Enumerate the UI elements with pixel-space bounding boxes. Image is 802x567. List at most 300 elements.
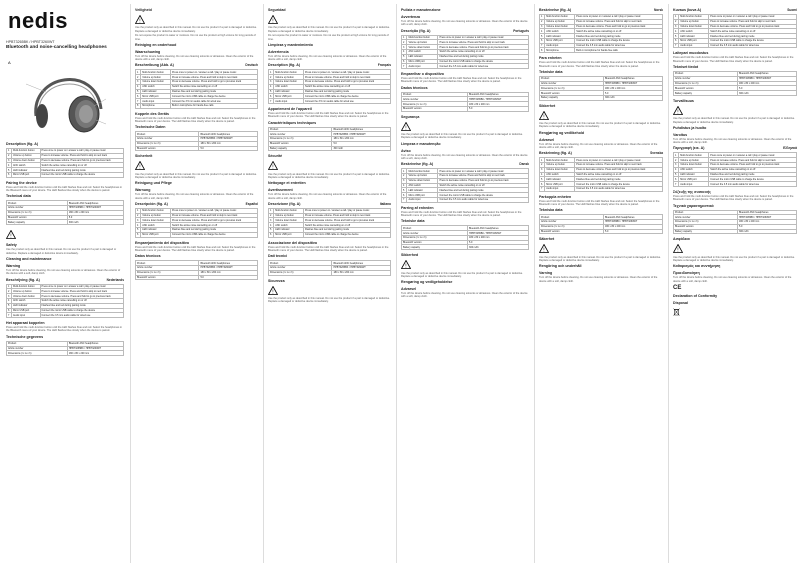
de-tech-heading: Technische Daten (135, 125, 166, 130)
crossed-bin-icon (673, 308, 680, 316)
no-description-table (539, 14, 663, 53)
no-description-heading: Beskrivelse (fig. A) (539, 8, 572, 12)
no-lang: Norsk (653, 8, 663, 12)
column-finnish-greek (668, 0, 802, 567)
table-row: Dimensions (l x w x h) 180 x 80 x 200 mm (7, 210, 124, 215)
sv-pairing-heading: Parkoppla enheten (539, 194, 572, 199)
da-pairing-text: Press and hold the multi-function button until the LED flashes blue and red. Select the headphones in the Bluetooth menu of your device. The LED flashes blue slowly when the device is paired. (401, 210, 522, 218)
nl-warning-heading: Waarschuwing (135, 49, 161, 54)
table-row: 6 Micro USB port Connect the micro USB cable to charge the device (269, 94, 391, 99)
es-safety-heading: Seguridad (268, 8, 286, 12)
it-safety-text: Use the product only as described in this manual. Do not use the product if a part is damaged or defective. Replace a damaged or defective device immediately. (268, 296, 390, 304)
en-tech-heading: Technical data (6, 194, 31, 199)
table-row: Bluetooth version 5.0 (136, 146, 258, 151)
en-pairing-text: Press and hold the multi-function button until the LED flashes blue and red. Select the headphones in the Bluetooth menu of your device. The LED flashes blue slowly when the device is paired. (6, 185, 123, 192)
el-lang: Ελληνικά (783, 146, 797, 151)
pt-heading-row (401, 29, 529, 34)
pt-spec-table (401, 92, 529, 112)
da-spec-table (401, 225, 529, 250)
svg-text:!: ! (139, 18, 141, 24)
el-warning-heading: Προειδοποίηση (673, 271, 700, 276)
table-row: Article number HPBT3265BK / HPBT3260WT (136, 265, 258, 270)
table-row: 7 Audio input Connect the 3.5 mm audio cable for wired use (7, 313, 124, 318)
warning-icon (401, 260, 411, 269)
table-row: 3 Volume down button Press to decrease volume. Press and hold to go to previous track (136, 80, 258, 85)
es-cleaning-heading: Limpieza y mantenimiento (268, 42, 313, 47)
en-description-table (6, 148, 124, 178)
fi-warning-heading: Varoitus (673, 132, 688, 137)
table-row: 4 ANC switch Switch the active noise cancelling on or off (269, 84, 391, 89)
el-heading-row (673, 146, 797, 151)
table-row: 6 Micro USB port Connect the micro USB cable to charge the device (674, 177, 797, 182)
fr-description-heading: Description (fig. A) (268, 63, 301, 68)
table-row: 5 LED indicator Flashes blue and red during pairing mode (7, 303, 124, 308)
disposal-heading: Disposal (673, 300, 688, 305)
sv-cleaning-heading: Rengöring och underhåll (539, 264, 582, 269)
table-row: 3 Volume down button Press to decrease volume. Press and hold to go to previous track (269, 80, 391, 85)
nl-heading-row (6, 278, 124, 283)
table-row: 4 ANC switch Switch the active noise cancelling on or off (269, 223, 391, 228)
es-tech-heading: Datos técnicos (135, 254, 161, 259)
table-row: 3 Volume down button Press to decrease volume. Press and hold to go to previous track (402, 45, 529, 50)
it-description-heading: Descrizione (fig. A) (268, 201, 301, 206)
sv-spec-table (539, 214, 663, 234)
pt-description-heading: Descrição (fig. A) (401, 28, 431, 33)
pt-safety-heading: Segurança (401, 114, 420, 119)
warning-icon (401, 122, 411, 131)
table-row: Article number HPBT3265BK / HPBT3260WT (136, 137, 258, 142)
pt-warning-heading: Aviso (401, 148, 411, 153)
pt-pairing-text: Press and hold the multi-function button until the LED flashes blue and red. Select the headphones in the Bluetooth menu of your device. The LED flashes blue slowly when the device is paired. (401, 77, 522, 84)
table-row: 3 Volume down button Press to decrease volume. Press and hold to go to previous track (674, 163, 797, 168)
fr-safety-heading: Sécurité (268, 154, 283, 159)
fi-cleaning-text: Turn off the device before cleaning. Do not use cleaning solvents or abrasives. Clean the exterior of the device with a soft, damp cloth. (673, 137, 792, 145)
table-row: Dimensions (l x w x h) 180 x 80 x 200 mm (269, 137, 391, 142)
nl-safety-heading: Veiligheid (135, 8, 152, 12)
el-spec-table (673, 210, 797, 235)
headphones-figure (6, 54, 124, 136)
es-pairing-heading: Emparejamiento del dispositivo (135, 240, 190, 245)
table-row: Product Bluetooth ANC headphones (674, 72, 797, 77)
table-row: 5 LED indicator Flashes blue and red during pairing mode (540, 34, 663, 39)
table-row: Product Bluetooth ANC headphones (7, 201, 124, 206)
table-row: 3 Volume down button Press to decrease volume. Press and hold to go to previous track (540, 167, 663, 172)
table-row: Product Bluetooth ANC headphones (402, 226, 529, 231)
table-row: 2 Volume up button Press to increase volume. Press and hold to skip to next track (136, 213, 258, 218)
table-row: 7 Audio input Connect the 3.5 mm audio cable for wired use (540, 43, 663, 48)
svg-text:!: ! (405, 263, 407, 270)
table-row: Article number HPBT3265BK / HPBT3260WT (402, 97, 529, 102)
it-pairing-text: Press and hold the multi-function button until the LED flashes blue and red. Select the headphones in the Bluetooth menu of your device. The LED flashes blue slowly when the device is paired. (268, 245, 389, 252)
table-row: Bluetooth version 5.0 (136, 275, 258, 280)
table-row: Bluetooth version 5.0 (269, 141, 391, 146)
table-row: Dimensions (l x w x h) 180 x 80 x 200 mm (402, 102, 529, 107)
column-italian-portuguese-danish (396, 0, 534, 567)
table-row: Bluetooth version 5.0 (674, 86, 797, 91)
es-heading-row (135, 202, 258, 207)
nl-description-table (6, 284, 124, 318)
fi-safety-text: Use the product only as described in this manual. Do not use the product if a part is damaged or defective. Replace a damaged or defective device immediately. (673, 117, 795, 124)
table-row: Product Bluetooth ANC headphones (540, 76, 663, 81)
table-row: Article number HPBT3265BK / HPBT3260WT (674, 76, 797, 81)
sv-heading-row (539, 151, 663, 156)
table-row: 7 Audio input Connect the 3.5 mm audio cable for wired use (402, 197, 529, 202)
el-description-table (673, 152, 797, 186)
sv-cleaning-text: Turn off the device before cleaning. Do not use cleaning solvents or abrasives. Clean the exterior of the device with a soft, damp cloth. (539, 276, 658, 283)
el-tech-heading: Τεχνικά χαρακτηριστικά (673, 203, 714, 208)
table-row: 1 Multi-function button Press once to power on / answer a call / play or pause music (7, 149, 124, 154)
table-row: 2 Volume up button Press to increase volume. Press and hold to skip to next track (269, 213, 391, 218)
fi-heading-row (673, 8, 797, 13)
nl-description-heading: Beschrijving (fig. A) (6, 277, 40, 282)
warning-icon (539, 111, 549, 120)
de-pairing-text: Press and hold the multi-function button until the LED flashes blue and red. Select the headphones in the Bluetooth menu of your device. The LED flashes blue slowly when the device is paired. (135, 116, 256, 124)
el-description-heading: Περιγραφή (εικ. A) (673, 146, 705, 151)
en-cleaning-heading: Cleaning and maintenance (6, 257, 52, 262)
pt-pairing-heading: Emparelhar o dispositivo (401, 72, 444, 77)
warning-icon (268, 15, 278, 24)
en-safety-text: Use the product only as described in this manual. Do not use the product if a part is damaged or defective. Replace a damaged or defective device immediately. (6, 248, 117, 255)
table-row: 5 LED indicator Flashes blue and red during pairing mode (136, 228, 258, 233)
table-row: 2 Volume up button Press to increase volume. Press and hold to skip to next track (540, 19, 663, 24)
figure-label: A (8, 60, 11, 65)
pt-lang: Português (513, 28, 529, 33)
table-row: 4 ANC switch Switch the active noise cancelling on or off (402, 49, 529, 54)
conformity-heading: Declaration of Conformity (673, 293, 718, 298)
table-row: 7 Audio input Connect the 3.5 mm audio cable for wired use (674, 182, 797, 187)
de-pairing-heading: Koppeln des Geräts (135, 111, 169, 116)
nl-cleaning-heading: Reiniging en onderhoud (135, 42, 177, 47)
es-spec-table (135, 260, 258, 280)
table-row: Article number HPBT3265BK / HPBT3260WT (7, 346, 124, 351)
nl-pairing-heading: Het apparaat koppelen (6, 321, 45, 326)
table-row: 5 LED indicator Flashes blue and red during pairing mode (674, 172, 797, 177)
nl-pairing-text: Press and hold the multi-function button until the LED flashes blue and red. Select the headphones in the Bluetooth menu of your device. The LED flashes blue slowly when the device is paired. (6, 326, 123, 333)
no-heading-row (539, 8, 663, 13)
table-row: Product Bluetooth ANC headphones (7, 341, 124, 346)
table-row: 1 Multi-function button Press once to power on / answer a call / play or pause music (540, 158, 663, 163)
fi-pairing-text: Press and hold the multi-function button until the LED flashes blue and red. Select the headphones in the Bluetooth menu of your device. The LED flashes blue slowly when the device is paired. (673, 56, 794, 63)
fi-cleaning-heading: Puhdistus ja huolto (673, 125, 707, 130)
da-description-heading: Beskrivelse (fig. A) (401, 162, 434, 167)
no-tech-heading: Tekniske data (539, 69, 563, 74)
table-row: Bluetooth version 5.0 (402, 107, 529, 112)
nl-tech-heading: Technische gegevens (6, 334, 44, 339)
table-row: Bluetooth version 5.0 (7, 215, 124, 220)
table-row: 1 Multi-function button Press once to power on / answer a call / play or pause music (402, 35, 529, 40)
column-norwegian-swedish (534, 0, 668, 567)
table-row: 4 ANC switch Switch the active noise cancelling on or off (674, 29, 797, 34)
table-row: 6 Micro USB port Connect the micro USB cable to charge the device (7, 308, 124, 313)
nl-cleaning-text: Turn off the device before cleaning. Do not use cleaning solvents or abrasives. Clean the exterior of the device with a soft, damp cloth. (135, 54, 254, 62)
svg-text:!: ! (543, 114, 545, 120)
table-row: Battery capacity 300 mAh (540, 95, 663, 100)
table-row: 6 Micro USB port Connect the micro USB cable to charge the device (269, 232, 391, 237)
svg-text:!: ! (272, 18, 274, 24)
el-cleaning-text: Turn off the device before cleaning. Do not use cleaning solvents or abrasives. Clean the exterior of the device with a soft, damp cloth. (673, 276, 792, 283)
svg-text:!: ! (139, 165, 141, 171)
table-row: 3 Volume down button Press to decrease volume. Press and hold to go to previous track (136, 218, 258, 223)
model-number: HPBT3265BK / HPBT3260WT (6, 40, 55, 44)
table-row: Battery capacity 300 mAh (402, 245, 529, 250)
table-row: 1 Multi-function button Press once to power on / answer a call / play or pause music (136, 70, 258, 75)
da-description-table (401, 168, 529, 202)
table-row: 4 ANC switch Switch the active noise cancelling on or off (540, 29, 663, 34)
pt-tech-heading: Dados técnicos (401, 85, 428, 90)
table-row: 2 Volume up button Press to increase volume. Press and hold to skip to next track (269, 75, 391, 80)
table-row: 6 Micro USB port Connect the micro USB cable to charge the device (136, 232, 258, 237)
da-heading-row (401, 162, 529, 167)
de-lang: Deutsch (245, 63, 258, 68)
column-dutch-german (130, 0, 263, 567)
es-pairing-text: Press and hold the multi-function button until the LED flashes blue and red. Select the headphones in the Bluetooth menu of your device. The LED flashes blue slowly when the device is paired. (135, 245, 256, 252)
es-description-heading: Descripción (fig. A) (135, 201, 168, 206)
da-safety-heading: Sikkerhed (401, 253, 419, 258)
table-row: 6 Micro USB port Connect the micro USB cable to charge the device (540, 182, 663, 187)
el-pairing-text: Press and hold the multi-function button until the LED flashes blue and red. Select the headphones in the Bluetooth menu of your device. The LED flashes blue slowly when the device is paired. (673, 194, 794, 202)
table-row: 6 Micro USB port Connect the micro USB cable to charge the device (402, 193, 529, 198)
warning-icon (268, 161, 278, 170)
fi-tech-heading: Tekniset tiedot (673, 65, 699, 70)
table-row: 5 LED indicator Flashes blue and red during pairing mode (136, 89, 258, 94)
table-row: 1 Multi-function button Press once to power on / answer a call / play or pause music (540, 15, 663, 20)
fr-pairing-heading: Appariement de l'appareil (268, 106, 312, 111)
it-safety-heading: Sicurezza (268, 278, 285, 283)
fr-tech-heading: Caractéristiques techniques (268, 120, 317, 125)
table-row: 3 Volume down button Press to decrease volume. Press and hold to go to previous track (674, 24, 797, 29)
sv-description-table (539, 157, 663, 191)
table-row: Battery capacity 300 mAh (7, 220, 124, 225)
no-spec-table (539, 76, 663, 101)
warning-icon (135, 161, 145, 170)
nl-lang: Nederlands (106, 277, 124, 282)
table-row: 4 ANC switch Switch the active noise cancelling on or off (136, 84, 258, 89)
no-cleaning-heading: Rengjøring og vedlikehold (539, 130, 585, 135)
table-row: Article number HPBT3265BK / HPBT3260WT (540, 220, 663, 225)
table-row: 3 Volume down button Press to decrease volume. Press and hold to go to previous track (402, 178, 529, 183)
no-warning-heading: Advarsel (539, 137, 555, 142)
table-row: Article number HPBT3265BK / HPBT3260WT (674, 215, 797, 220)
table-row: 5 LED indicator Flashes blue and red during pairing mode (269, 228, 391, 233)
fi-pairing-heading: Laitepari muodostus (673, 51, 709, 56)
en-description-heading: Description (fig. A) (6, 142, 39, 146)
fr-warning-heading: Avertissement (268, 188, 293, 193)
pt-cleaning-text: Turn off the device before cleaning. Do not use cleaning solvents or abrasives. Clean the exterior of the device with a soft, damp cloth. (401, 153, 528, 160)
table-row: 5 LED indicator Flashes blue and red during pairing mode (540, 177, 663, 182)
warning-icon (268, 286, 278, 295)
table-row: 2 Volume up button Press to increase volume. Press and hold to skip to next track (540, 163, 663, 168)
table-row: Article number HPBT3265BK / HPBT3260WT (269, 265, 391, 270)
no-pairing-text: Press and hold the multi-function button until the LED flashes blue and red. Select the headphones in the Bluetooth menu of your device. The LED flashes blue slowly when the device is paired. (539, 61, 660, 68)
table-row: 1 Multi-function button Press once to power on / answer a call / play or pause music (136, 208, 258, 213)
product-title: Bluetooth and noise-cancelling headphones (6, 45, 107, 50)
de-warning-heading: Warnung (135, 188, 151, 193)
en-warning-heading: Warning (6, 264, 21, 269)
table-row: 3 Volume down button Press to decrease volume. Press and hold to go to previous track (269, 218, 391, 223)
table-row: Product Bluetooth ANC headphones (269, 261, 391, 266)
fr-safety-text: Use the product only as described in this manual. Do not use the product if a part is damaged or defective. Replace a damaged or defective device immediately. (268, 172, 390, 180)
svg-text:!: ! (677, 248, 679, 254)
fr-lang: Français (377, 63, 391, 68)
table-row: Dimensions (l x w x h) 180 x 80 x 200 mm (674, 81, 797, 86)
table-row: 4 ANC switch Switch the active noise cancelling on or off (136, 223, 258, 228)
no-cleaning-text: Turn off the device before cleaning. Do not use cleaning solvents or abrasives. Clean the exterior of the device with a soft, damp cloth. (539, 142, 658, 149)
table-row: Battery capacity 300 mAh (674, 91, 797, 96)
sv-safety-text: Use the product only as described in this manual. Do not use the product if a part is damaged or defective. Replace a damaged or defective device immediately. (539, 255, 661, 263)
fr-cleaning-heading: Nettoyage et entretien (268, 181, 306, 186)
table-row: 2 Volume up button Press to increase volume. Press and hold to skip to next track (7, 153, 124, 158)
no-pairing-heading: Para enheten (539, 56, 562, 61)
it-cleaning-text: Turn off the device before cleaning. Do not use cleaning solvents or abrasives. Clean the exterior of the device with a soft, damp cloth. (401, 20, 528, 27)
nl-spec-table (6, 341, 124, 356)
table-row: 7 Audio input Connect the 3.5 mm audio cable for wired use (540, 186, 663, 191)
table-row: Dimensions (l x w x h) 180 x 80 x 200 mm (540, 224, 663, 229)
es-cleaning-text: Turn off the device before cleaning. Do not use cleaning solvents or abrasives. Clean the exterior of the device with a soft, damp cloth. (268, 54, 387, 62)
table-row: Product Bluetooth ANC headphones (269, 127, 391, 132)
it-cleaning-heading: Pulizia e manutenzione (401, 8, 441, 12)
sv-safety-heading: Säkerhet (539, 237, 555, 242)
it-heading-row (268, 202, 391, 207)
table-row: Product Bluetooth ANC headphones (136, 261, 258, 266)
it-pairing-heading: Associazione del dispositivo (268, 240, 318, 245)
de-cleaning-heading: Reinigung und Pflege (135, 181, 172, 186)
table-row: Dimensions (l x w x h) 180 x 80 x 200 mm (540, 86, 663, 91)
table-row: Bluetooth version 5.0 (402, 240, 529, 245)
table-row: 5 LED indicator Flashes blue and red during pairing mode (674, 34, 797, 39)
table-row: Bluetooth version 5.0 (540, 229, 663, 234)
table-row: Dimensions (l x w x h) 180 x 80 x 200 mm (136, 270, 258, 275)
da-cleaning-text: Turn off the device before cleaning. Do not use cleaning solvents or abrasives. Clean the exterior of the device with a soft, damp cloth. (401, 292, 528, 299)
fr-pairing-text: Press and hold the multi-function button until the LED flashes blue and red. Select the headphones in the Bluetooth menu of your device. The LED flashes blue slowly when the device is paired. (268, 111, 389, 119)
fr-spec-table (268, 127, 391, 152)
fr-description-table (268, 69, 391, 103)
sv-lang: Svenska (650, 151, 663, 156)
en-safety-heading: Safety (6, 243, 17, 248)
table-row: 6 Micro USB port Connect the micro USB cable to charge the device (674, 38, 797, 43)
es-warning-text: Do not expose the product to water or moisture. Do not use the product at high volume for long periods of time. (268, 34, 389, 41)
it-tech-heading: Dati tecnici (268, 254, 288, 259)
table-row: 5 LED indicator Flashes blue and red during pairing mode (269, 89, 391, 94)
table-row: 3 Volume down button Press to decrease volume. Press and hold to go to previous track (7, 294, 124, 299)
pt-cleaning-heading: Limpeza e manutenção (401, 141, 441, 146)
it-warning-heading: Avvertenza (401, 15, 421, 19)
table-row: 2 Volume up button Press to increase volume. Press and hold to skip to next track (136, 75, 258, 80)
table-row: 2 Volume up button Press to increase volume. Press and hold to skip to next track (7, 289, 124, 294)
table-row: 3 Volume down button Press to decrease volume. Press and hold to go to previous track (540, 24, 663, 29)
table-row: 6 Micro USB port Connect the micro USB cable to charge the device (402, 59, 529, 64)
warning-icon (539, 244, 549, 253)
de-spec-table (135, 131, 258, 151)
el-pairing-heading: Σύζευξη της συσκευής (673, 189, 712, 194)
table-row: 4 ANC switch Switch the active noise cancelling on or off (540, 172, 663, 177)
table-row: 1 Multi-function button Press once to power on / answer a call / play or pause music (269, 208, 391, 213)
nl-warning-text: Do not expose the product to water or moisture. Do not use the product at high volume for long periods of time. (135, 34, 256, 41)
svg-text:!: ! (405, 125, 407, 131)
table-row: 6 Micro USB port Connect the micro USB cable to charge the device (136, 94, 258, 99)
table-row: 4 ANC switch Switch the active noise cancelling on or off (674, 167, 797, 172)
svg-text:!: ! (10, 233, 12, 240)
table-row: Battery capacity 300 mAh (674, 229, 797, 234)
table-row: 7 Audio input Connect the 3.5 mm audio cable for wired use (402, 64, 529, 69)
table-row: 4 ANC switch Switch the active noise cancelling on or off (7, 163, 124, 168)
table-row: Dimensions (l x w x h) 180 x 80 x 200 mm (402, 235, 529, 240)
no-safety-heading: Sikkerhet (539, 103, 556, 108)
es-description-table (135, 208, 258, 238)
de-description-heading: Beschreibung (Abb. A) (135, 63, 174, 68)
en-spec-table (6, 200, 124, 225)
da-warning-heading: Advarsel (401, 287, 417, 292)
table-row: Battery capacity 300 mAh (269, 146, 391, 151)
pt-description-table (401, 35, 529, 69)
no-safety-text: Use the product only as described in this manual. Do not use the product if a part is damaged or defective. Replace a damaged or defective device immediately. (539, 122, 661, 129)
fr-cleaning-text: Turn off the device before cleaning. Do not use cleaning solvents or abrasives. Clean the exterior of the device with a soft, damp cloth. (268, 193, 387, 200)
table-row: 5 LED indicator Flashes blue and red during pairing mode (7, 168, 124, 173)
de-heading-row (135, 63, 258, 68)
table-row: Bluetooth version 5.0 (674, 224, 797, 229)
table-row: 2 Volume up button Press to increase volume. Press and hold to skip to next track (402, 40, 529, 45)
table-row: 2 Volume up button Press to increase volume. Press and hold to skip to next track (674, 19, 797, 24)
warning-icon (6, 230, 16, 239)
fi-description-table (673, 14, 797, 48)
table-row: 1 Multi-function button Press once to power on / answer a call / play or pause music (674, 153, 797, 158)
de-safety-text: Use the product only as described in this manual. Do not use the product if a part is damaged or defective. Replace a damaged or defective device immediately. (135, 172, 257, 180)
svg-text:!: ! (677, 109, 679, 115)
svg-text:!: ! (272, 289, 274, 295)
it-lang: Italiano (379, 201, 391, 206)
el-safety-heading: Ασφάλεια (673, 237, 690, 242)
warning-icon (135, 15, 145, 24)
table-row: 7 Audio input Connect the 3.5 mm audio cable for wired use (136, 99, 258, 104)
column-english (0, 0, 130, 567)
table-row: 4 ANC switch Switch the active noise cancelling on or off (402, 183, 529, 188)
sv-pairing-text: Press and hold the multi-function button until the LED flashes blue and red. Select the headphones in the Bluetooth menu of your device. The LED flashes blue slowly when the device is paired. (539, 199, 660, 206)
table-row: 5 LED indicator Flashes blue and red during pairing mode (402, 188, 529, 193)
warning-icon (673, 106, 683, 115)
de-safety-heading: Sicherheit (135, 154, 153, 159)
el-safety-text: Use the product only as described in this manual. Do not use the product if a part is damaged or defective. Replace a damaged or defective device immediately. (673, 255, 795, 263)
es-lang: Español (245, 201, 258, 206)
da-cleaning-heading: Rengøring og vedligeholdelse (401, 280, 453, 285)
table-row: Product Bluetooth ANC headphones (402, 92, 529, 97)
table-row: 2 Volume up button Press to increase volume. Press and hold to skip to next track (402, 174, 529, 179)
table-row: 1 Multi-function button Press once to power on / answer a call / play or pause music (269, 70, 391, 75)
column-spanish-french (263, 0, 396, 567)
fi-safety-heading: Turvallisuus (673, 98, 694, 103)
da-tech-heading: Tekniske data (401, 219, 425, 224)
table-row: Product Bluetooth ANC headphones (540, 215, 663, 220)
table-row: 8 Microphone Built-in microphone for hands-free calls (540, 48, 663, 53)
headphones-illustration (6, 54, 124, 136)
sv-tech-heading: Tekniska data (539, 208, 563, 213)
table-row: Article number HPBT3265BK / HPBT3260WT (269, 132, 391, 137)
en-cleaning-text: Turn off the device before cleaning. Do not use cleaning solvents or abrasives. Clean the exterior of the device with a soft, damp cloth. (6, 269, 121, 276)
fi-lang: Suomi (787, 8, 797, 12)
el-cleaning-heading: Καθαρισμός και συντήρηση (673, 264, 721, 269)
table-row: Product Bluetooth ANC headphones (136, 132, 258, 137)
svg-text:!: ! (543, 248, 545, 254)
warning-icon (673, 244, 683, 253)
table-row: 6 Micro USB port Connect the micro USB cable to charge the device (7, 172, 124, 177)
table-row: 8 Microphone Built-in microphone for hands-free calls (136, 103, 258, 108)
da-pairing-heading: Parring af enheden (401, 205, 434, 210)
table-row: Dimensions (l x w x h) 180 x 80 x 200 mm (674, 220, 797, 225)
en-pairing-heading: Pairing the device (6, 180, 37, 185)
sv-description-heading: Beskrivning (fig. A) (539, 151, 572, 156)
table-row: Bluetooth version 5.0 (540, 91, 663, 96)
table-row: 4 ANC switch Switch the active noise cancelling on or off (7, 299, 124, 304)
fr-heading-row (268, 63, 391, 68)
nl-safety-text: Use the product only as described in this manual. Do not use the product if a part is damaged or defective. Replace a damaged or defective device immediately. (135, 26, 257, 33)
